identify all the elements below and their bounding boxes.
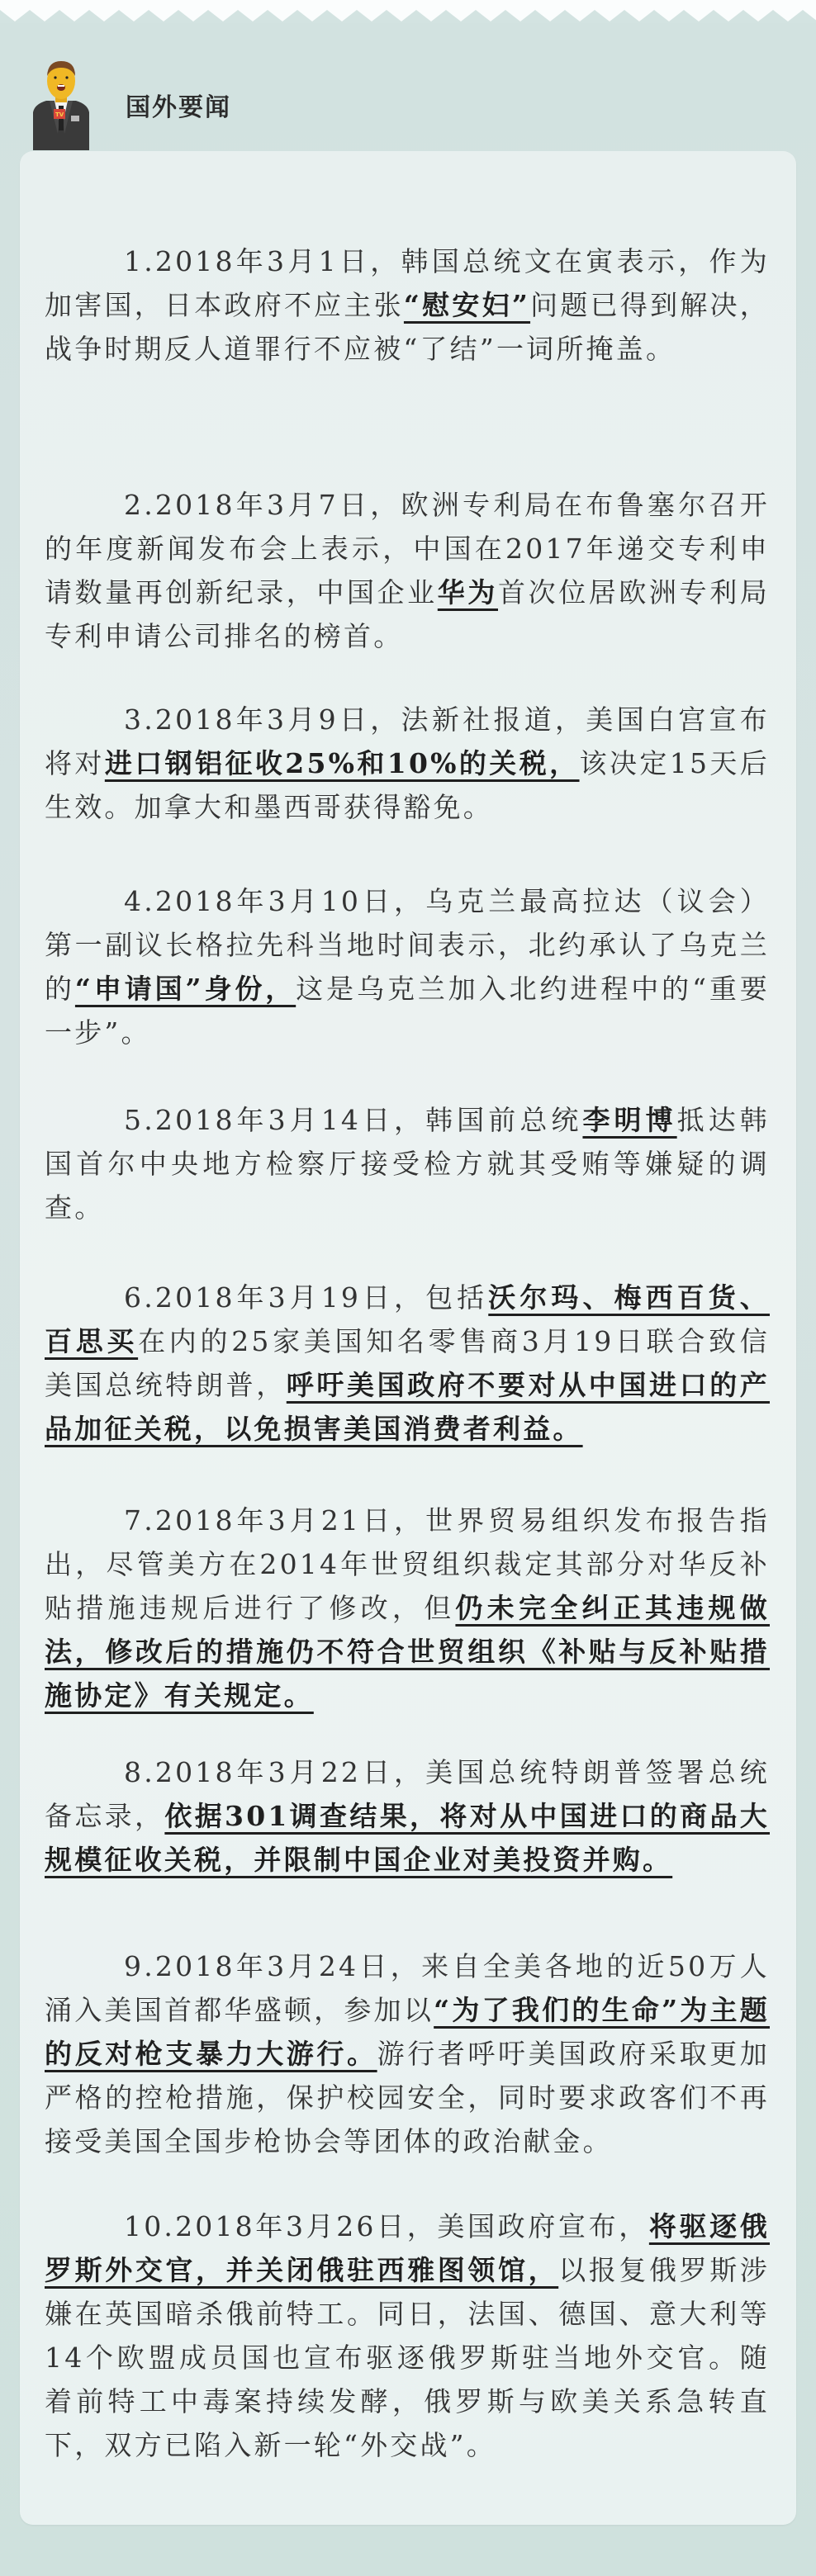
news-text: 8.2018年3月22日，美国总统特朗普签署总统备忘录， xyxy=(45,1756,770,1832)
news-text: 1.2018年3月1日，韩国总统文在寅表示，作为加害国，日本政府不应主张 xyxy=(45,245,770,321)
news-item-7 xyxy=(45,1499,770,1717)
news-item-2 xyxy=(45,483,770,658)
news-item-8 xyxy=(45,1750,770,1882)
news-highlight: 呼吁美国政府不要对从中国进口的产品加征关税，以免损害美国消费者利益。 xyxy=(45,1369,770,1445)
section-header xyxy=(0,50,816,149)
news-highlight: “申请国”身份， xyxy=(74,973,297,1005)
news-text: 2.2018年3月7日，欧洲专利局在布鲁塞尔召开的年度新闻发布会上表示，中国在2017年递交专利申请数量再创新纪录，中国企业 xyxy=(45,489,770,608)
news-item-3 xyxy=(45,698,770,829)
news-text: 首次位居欧洲专利局专利申请公司排名的榜首。 xyxy=(45,576,770,652)
news-highlight: 沃尔玛、梅西百货、百思买 xyxy=(45,1281,770,1357)
news-text: 游行者呼吁美国政府采取更加严格的控枪措施，保护校园安全，同时要求政客们不再接受美国全国步枪协会等团体的政治献金。 xyxy=(45,2038,771,2157)
news-text: 5.2018年3月14日，韩国前总统 xyxy=(124,1104,583,1136)
news-highlight: 进口钢铝征收25%和10%的关税， xyxy=(104,747,580,779)
news-highlight: 将驱逐俄罗斯外交官，并关闭俄驻西雅图领馆， xyxy=(45,2210,770,2286)
news-text: 4.2018年3月10日，乌克兰最高拉达（议会）第一副议长格拉先科当地时间表示，北约承认了乌克兰的 xyxy=(45,885,770,1005)
news-highlight: 依据301调查结果，将对从中国进口的商品大规模征收关税，并限制中国企业对美投资并购。 xyxy=(45,1800,770,1876)
news-item-9 xyxy=(45,1944,770,2163)
news-text: 10.2018年3月26日，美国政府宣布， xyxy=(124,2210,649,2242)
news-text: 该决定15天后生效。加拿大和墨西哥获得豁免。 xyxy=(45,747,770,823)
news-item-5 xyxy=(45,1098,770,1229)
section-title: 国外要闻 xyxy=(126,93,231,122)
zigzag-border xyxy=(0,0,816,21)
news-item-1 xyxy=(45,239,770,371)
news-highlight: 华为 xyxy=(437,576,498,608)
zigzag-edge-icon xyxy=(0,10,816,23)
news-text: 以报复俄罗斯涉嫌在英国暗杀俄前特工。同日，法国、德国、意大利等14个欧盟成员国也宣布驱逐俄罗斯驻当地外交官。随着前特工中毒案持续发酵，俄罗斯与欧美关系急转直下，双方已陷入新一轮“外交战”。 xyxy=(45,2254,771,2461)
news-text: 在内的25家美国知名零售商3月19日联合致信美国总统特朗普， xyxy=(45,1325,770,1401)
news-text: 6.2018年3月19日，包括 xyxy=(124,1281,489,1314)
news-text: 问题已得到解决，战争时期反人道罪行不应被“了结”一词所掩盖。 xyxy=(45,289,771,365)
news-text: 这是乌克兰加入北约进程中的“重要一步”。 xyxy=(45,973,770,1049)
news-highlight: 仍未完全纠正其违规做法，修改后的措施仍不符合世贸组织《补贴与反补贴措施协定》有关规定。 xyxy=(45,1592,770,1712)
news-text: 抵达韩国首尔中央地方检察厅接受检方就其受贿等嫌疑的调查。 xyxy=(45,1104,770,1224)
news-highlight: 李明博 xyxy=(582,1104,677,1136)
news-highlight: “为了我们的生命”为主题的反对枪支暴力大游行。 xyxy=(45,1994,770,2070)
news-text: 9.2018年3月24日，来自全美各地的近50万人涌入美国首都华盛顿，参加以 xyxy=(45,1950,770,2026)
svg-text:TV: TV xyxy=(55,111,64,118)
tv-reporter-icon xyxy=(28,58,94,150)
news-item-6 xyxy=(45,1276,770,1451)
news-highlight: “慰安妇” xyxy=(403,289,531,321)
news-item-10 xyxy=(45,2204,770,2467)
news-item-4 xyxy=(45,879,770,1054)
news-text: 7.2018年3月21日，世界贸易组织发布报告指出，尽管美方在2014年世贸组织裁定其部分对华反补贴措施违规后进行了修改，但 xyxy=(45,1504,770,1624)
news-text: 3.2018年3月9日，法新社报道，美国白宫宣布将对 xyxy=(45,703,770,779)
